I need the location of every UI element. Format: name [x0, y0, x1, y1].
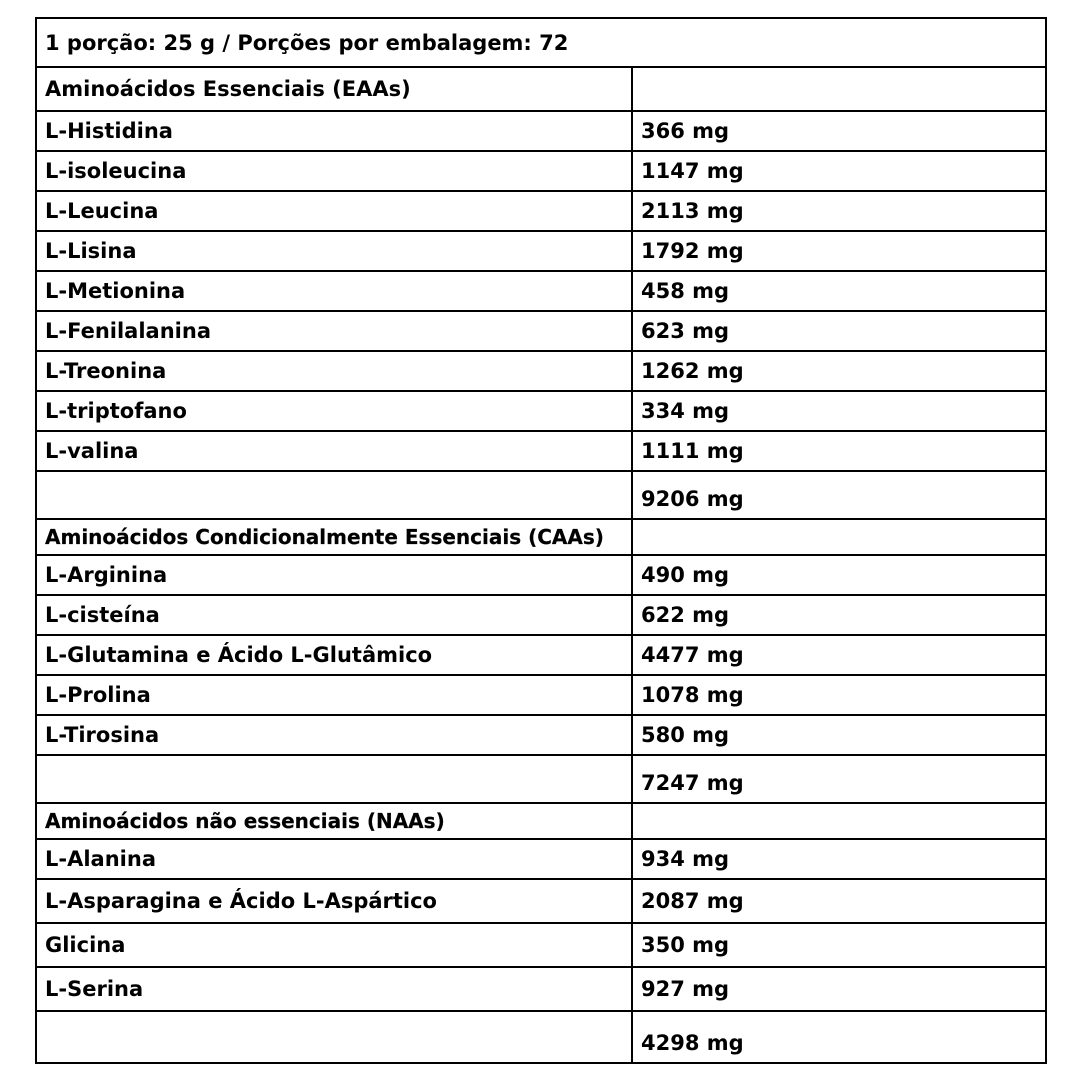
table-row — [36, 351, 1046, 391]
amino-value: 2087 mg — [632, 879, 1046, 923]
table-row — [36, 555, 1046, 595]
amino-name: L-Fenilalanina — [36, 311, 632, 351]
table-row — [36, 923, 1046, 967]
table-row — [36, 311, 1046, 351]
amino-name: L-Tirosina — [36, 715, 632, 755]
total-row — [36, 755, 1046, 803]
table-row — [36, 675, 1046, 715]
table-row — [36, 431, 1046, 471]
amino-name: L-Leucina — [36, 191, 632, 231]
section-header-row — [36, 67, 1046, 111]
section-value-empty — [632, 67, 1046, 111]
amino-name: L-Glutamina e Ácido L-Glutâmico — [36, 635, 632, 675]
amino-name: L-Alanina — [36, 839, 632, 879]
total-row — [36, 1011, 1046, 1063]
table-row — [36, 151, 1046, 191]
total-label-empty — [36, 755, 632, 803]
table-row — [36, 839, 1046, 879]
table-row — [36, 391, 1046, 431]
section-title: Aminoácidos Condicionalmente Essenciais (CAAs) — [36, 519, 632, 555]
amino-value: 623 mg — [632, 311, 1046, 351]
header-row — [36, 18, 1046, 67]
amino-value: 622 mg — [632, 595, 1046, 635]
amino-value: 458 mg — [632, 271, 1046, 311]
section-total: 4298 mg — [632, 1011, 1046, 1063]
amino-value: 927 mg — [632, 967, 1046, 1011]
amino-name: L-isoleucina — [36, 151, 632, 191]
table-row — [36, 635, 1046, 675]
amino-value: 1111 mg — [632, 431, 1046, 471]
table-row — [36, 595, 1046, 635]
amino-acid-table — [35, 17, 1047, 1064]
section-header-row — [36, 519, 1046, 555]
section-title: Aminoácidos Essenciais (EAAs) — [36, 67, 632, 111]
amino-name: L-valina — [36, 431, 632, 471]
amino-value: 350 mg — [632, 923, 1046, 967]
table-row — [36, 271, 1046, 311]
amino-name: L-triptofano — [36, 391, 632, 431]
amino-name: L-Lisina — [36, 231, 632, 271]
section-header-row — [36, 803, 1046, 839]
amino-value: 934 mg — [632, 839, 1046, 879]
amino-name: L-Prolina — [36, 675, 632, 715]
section-title: Aminoácidos não essenciais (NAAs) — [36, 803, 632, 839]
total-label-empty — [36, 1011, 632, 1063]
amino-name: L-Arginina — [36, 555, 632, 595]
amino-name: L-Metionina — [36, 271, 632, 311]
amino-name: L-Asparagina e Ácido L-Aspártico — [36, 879, 632, 923]
total-row — [36, 471, 1046, 519]
amino-name: L-Treonina — [36, 351, 632, 391]
amino-value: 366 mg — [632, 111, 1046, 151]
amino-value: 1792 mg — [632, 231, 1046, 271]
amino-value: 580 mg — [632, 715, 1046, 755]
amino-name: L-Serina — [36, 967, 632, 1011]
total-label-empty — [36, 471, 632, 519]
amino-value: 4477 mg — [632, 635, 1046, 675]
section-value-empty — [632, 803, 1046, 839]
section-total: 9206 mg — [632, 471, 1046, 519]
amino-value: 2113 mg — [632, 191, 1046, 231]
amino-value: 334 mg — [632, 391, 1046, 431]
table-row — [36, 231, 1046, 271]
table-row — [36, 111, 1046, 151]
amino-name: L-Histidina — [36, 111, 632, 151]
table-row — [36, 967, 1046, 1011]
serving-info: 1 porção: 25 g / Porções por embalagem: 72 — [36, 18, 1046, 67]
amino-value: 1262 mg — [632, 351, 1046, 391]
table-row — [36, 715, 1046, 755]
section-total: 7247 mg — [632, 755, 1046, 803]
amino-value: 490 mg — [632, 555, 1046, 595]
section-value-empty — [632, 519, 1046, 555]
amino-name: L-cisteína — [36, 595, 632, 635]
amino-value: 1078 mg — [632, 675, 1046, 715]
amino-name: Glicina — [36, 923, 632, 967]
table-row — [36, 191, 1046, 231]
amino-value: 1147 mg — [632, 151, 1046, 191]
table-row — [36, 879, 1046, 923]
